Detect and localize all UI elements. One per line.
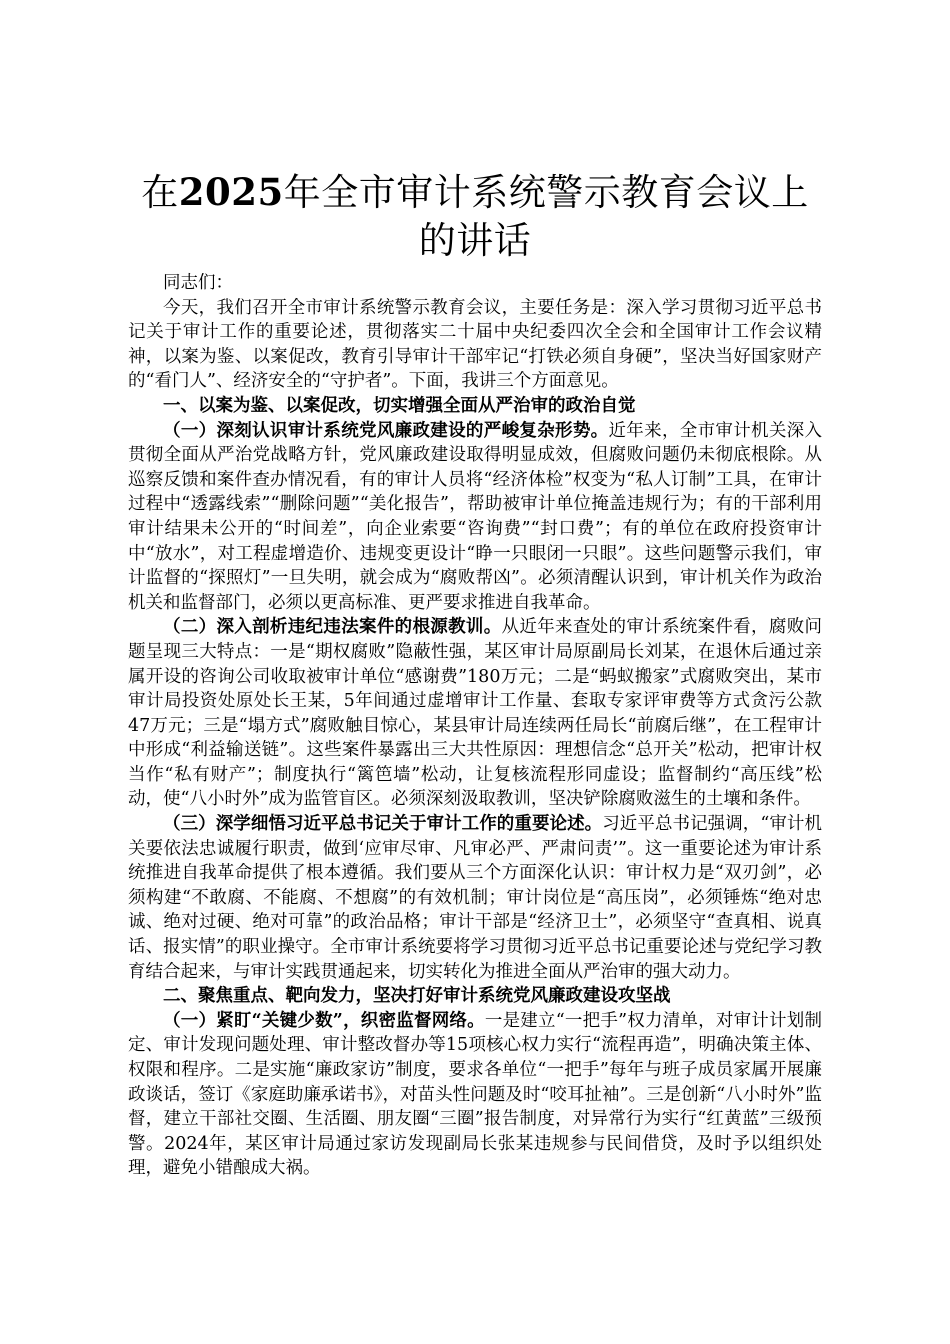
- paragraph: [128, 615, 822, 812]
- paragraph: [128, 812, 822, 984]
- title-suffix: 年全市审计系统警示教育会议上的讲话: [283, 171, 809, 262]
- paragraph: [128, 296, 822, 394]
- paragraph-text: 今天，我们召开全市审计系统警示教育会议，主要任务是：深入学习贯彻习近平总书记关于审计工作的重要论述，贯彻落实二十届中央纪委四次全会和全国审计工作会议精神，以案为鉴、以案促改，教育引导审计干部牢记“打铁必须自身硬”，坚决当好国家财产的“看门人”、经济安全的“守护者”。下面，我讲三个方面意见。: [128, 297, 822, 392]
- document-body: [128, 271, 822, 1181]
- document-page: [128, 168, 822, 1181]
- paragraph-text: 近年来，全市审计机关深入贯彻全面从严治党战略方针，党风廉政建设取得明显成效，但腐败问题仍未彻底根除。从巡察反馈和案件查办情况看，有的审计人员将“经济体检”权变为“私人订制”工具，在审计过程中“透露线索”“删除问题”“美化报告”，帮助被审计单位掩盖违规行为；有的干部利用审计结果未公开的“时间差”，向企业索要“咨询费”“封口费”；有的单位在政府投资审计中“放水”，对工程虚增造价、违规变更设计“睁一只眼闭一只眼”。这些问题警示我们，审计监督的“探照灯”一旦失明，就会成为“腐败帮凶”。必须清醒认识到，审计机关作为政治机关和监督部门，必须以更高标准、更严要求推进自我革命。: [128, 420, 822, 613]
- paragraph-text: 一是建立“一把手”权力清单，对审计计划制定、审计发现问题处理、审计整改督办等15项核心权力实行“流程再造”，明确决策主体、权限和程序。二是实施“廉政家访”制度，要求各单位“一把手”每年与班子成员家属开展廉政谈话，签订《家庭助廉承诺书》，对苗头性问题及时“咬耳扯袖”。三是创新“八小时外”监督，建立干部社交圈、生活圈、朋友圈“三圈”报告制度，对异常行为实行“红黄蓝”三级预警。2024年，某区审计局通过家访发现副局长张某违规参与民间借贷，及时予以组织处理，避免小错酿成大祸。: [128, 1010, 822, 1179]
- title-year: 2025: [178, 170, 284, 214]
- salutation: 同志们：: [163, 273, 233, 293]
- paragraph: [128, 1009, 822, 1181]
- paragraph-lead: （二）深入剖析违纪违法案件的根源教训。: [163, 617, 502, 638]
- paragraph-lead: （一）紧盯“关键少数”，织密监督网络。: [163, 1010, 485, 1031]
- document-title: [128, 168, 822, 265]
- paragraph-lead: （三）深学细悟习近平总书记关于审计工作的重要论述。: [163, 814, 603, 835]
- title-prefix: 在: [141, 171, 179, 214]
- paragraph-lead: （一）深刻认识审计系统党风廉政建设的严峻复杂形势。: [163, 420, 609, 441]
- section-heading: 二、聚焦重点、靶向发力，坚决打好审计系统党风廉政建设攻坚战: [163, 986, 671, 1007]
- paragraph: [128, 419, 822, 616]
- section-heading: 一、以案为鉴、以案促改，切实增强全面从严治审的政治自觉: [163, 395, 636, 416]
- paragraph-text: 从近年来查处的审计系统案件看，腐败问题呈现三大特点：一是“期权腐败”隐蔽性强，某区审计局原副局长刘某，在退休后通过亲属开设的咨询公司收取被审计单位“感谢费”180万元；二是“蚂蚁搬家”式腐败突出，某市审计局投资处原处长王某，5年间通过虚增审计工作量、套取专家评审费等方式贪污公款47万元；三是“塌方式”腐败触目惊心，某县审计局连续两任局长“前腐后继”，在工程审计中形成“利益输送链”。这些案件暴露出三大共性原因：理想信念“总开关”松动，把审计权当作“私有财产”；制度执行“篱笆墙”松动，让复核流程形同虚设；监督制约“高压线”松动，使“八小时外”成为监管盲区。必须深刻汲取教训，坚决铲除腐败滋生的土壤和条件。: [128, 617, 823, 810]
- paragraph-text: 习近平总书记强调，“审计机关要依法忠诚履行职责，做到‘应审尽审、凡审必严、严肃问责’”。这一重要论述为审计系统推进自我革命提供了根本遵循。我们要从三个方面深化认识：审计权力是“双刃剑”，必须构建“不敢腐、不能腐、不想腐”的有效机制；审计岗位是“高压岗”，必须锤炼“绝对忠诚、绝对过硬、绝对可靠”的政治品格；审计干部是“经济卫士”，必须坚守“查真相、说真话、报实情”的职业操守。全市审计系统要将学习贯彻习近平总书记重要论述与党纪学习教育结合起来，与审计实践贯通起来，切实转化为推进全面从严治审的强大动力。: [128, 814, 823, 982]
